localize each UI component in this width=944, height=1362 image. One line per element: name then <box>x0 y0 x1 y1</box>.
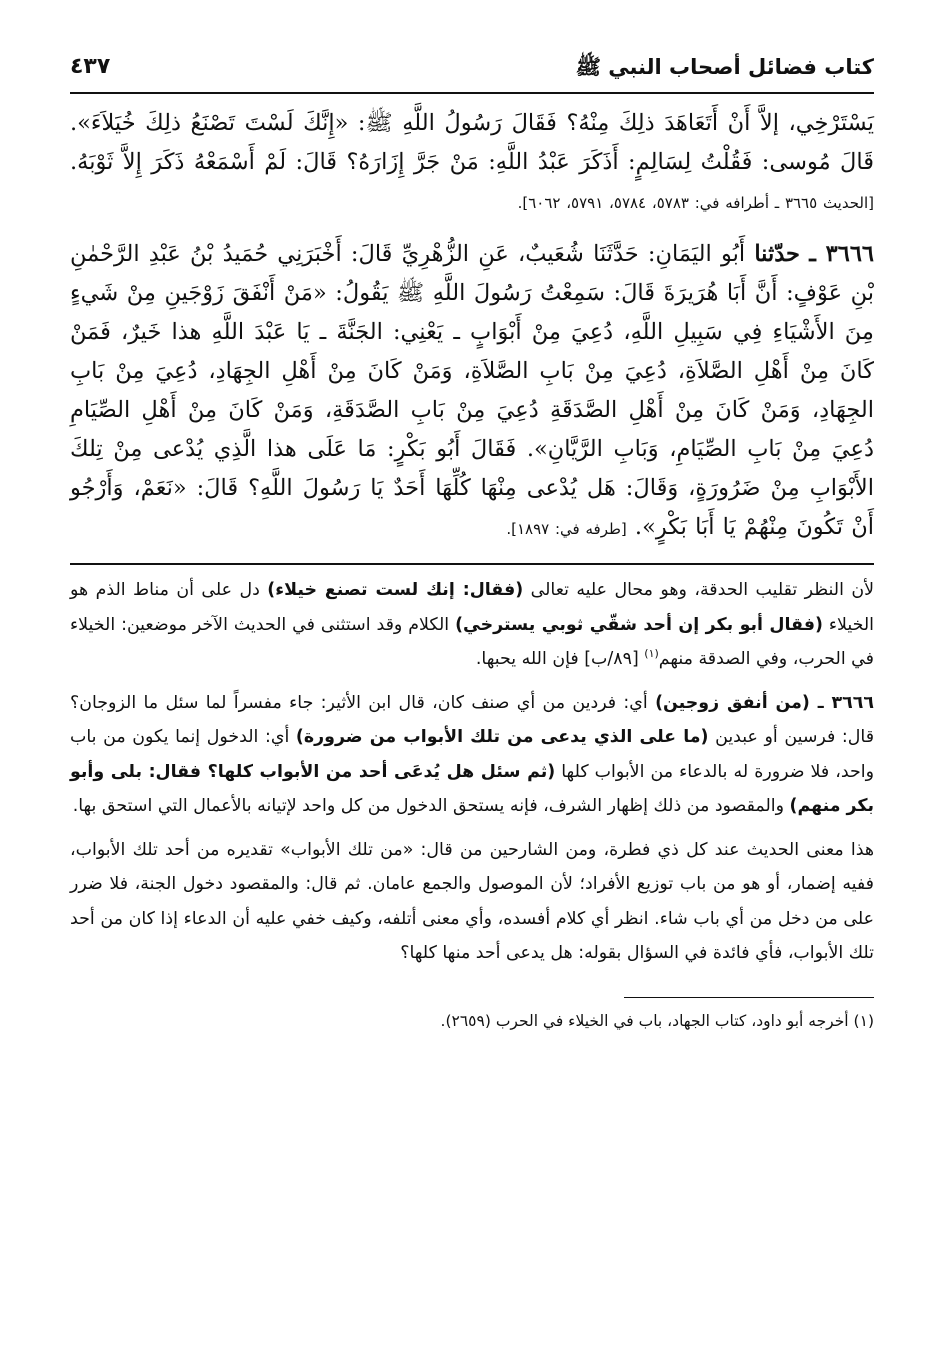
running-header <box>70 40 874 94</box>
commentary-quote: (فقال أبو بكر إن أحد شقّي ثوبي يسترخي) <box>455 614 823 635</box>
hadith-3666-number: ٣٦٦٦ ـ <box>809 241 875 267</box>
commentary-text: والمقصود من ذلك إظهار الشرف، فإنه يستحق الدخول من كل واحد لإتيانه بالأعمال التي استحق بها. <box>72 796 785 816</box>
commentary-text: الكلام وقد استثنى في الحديث الآخر موضعين: الخيلاء في الحرب، وفي الصدقة منهم <box>70 614 874 669</box>
commentary-quote: (ما على الذي يدعى من تلك الأبواب من ضرورة) <box>295 727 709 747</box>
section-divider <box>70 563 874 565</box>
commentary-quote: (ثم سئل هل يُدعَى أحد من الأبواب كلها؟ فقال: بلى وأبو بكر منهم) <box>70 761 874 816</box>
footnote-marker: (١) <box>853 1011 874 1030</box>
hadith-3666-lead: حدّثنا <box>754 241 800 267</box>
commentary-paragraph-3: هذا معنى الحديث عند كل ذي فطرة، ومن الشارحين من قال: «من تلك الأبواب» تقديره من أحد تلك الأبواب، ففيه إضمار، أو هو من باب توزيع الأفراد؛ لأن الموصول والجمع عامان. ثم قال: والمقصود دخول الجنة، فلا ضرر على من دخل من أي باب شاء. انظر أي كلام أفسده، وأي معنى أتلفه، وكيف خفي عليه أن الدعاء إذا كان من أحد تلك الأبواب، فأي فائدة في السؤال بقوله: هل يدعى أحد منها كلها؟ <box>70 839 874 963</box>
footnote-text: أخرجه أبو داود، كتاب الجهاد، باب في الخيلاء في الحرب (٢٦٥٩). <box>440 1011 849 1030</box>
footnote-1 <box>70 1008 874 1034</box>
commentary-section <box>70 573 874 971</box>
hadith-3665-text: يَسْتَرْخِي، إلاَّ أَنْ أَتَعَاهَدَ ذلِكَ مِنْهُ؟ فَقَالَ رَسُولُ اللَّهِ ﷺ: «إِنَّكَ لَسْتَ تَصْنَعُ ذلِكَ خُيَلاَءَ». قَالَ مُوسى: فَقُلْتُ لِسَالِمٍ: أَذَكَرَ عَبْدُ اللَّهِ: مَنْ جَرَّ إِزَارَهُ؟ قَالَ: لَمْ أَسْمَعْهُ ذَكَرَ إِلاَّ ثَوْبَهُ. <box>70 110 874 175</box>
commentary-paragraph-2 <box>70 686 874 824</box>
hadith-3665-continuation <box>70 104 874 223</box>
commentary-quote: (فقال: إنك لست تصنع خيلاء) <box>267 580 524 600</box>
commentary-text: دل على أن مناط الذم هو الخيلاء <box>70 580 875 635</box>
page-number: ٤٣٧ <box>70 54 111 79</box>
hadith-3666-text: أَبُو اليَمَانِ: حَدَّثَنَا شُعَيبٌ، عَنِ الزُّهْرِيِّ قَالَ: أَخْبَرَنِي حُمَيدُ بْنُ عَبْدِ الرَّحْمٰنِ بْنِ عَوْفٍ: أَنَّ أَبَا هُرَيرَةَ قَالَ: سَمِعْتُ رَسُولَ اللَّهِ ﷺ يَقُولُ: «مَنْ أَنْفَقَ زَوْجَينِ مِنْ شَيءٍ مِنَ الأَشْيَاءِ فِي سَبِيلِ اللَّهِ، دُعِيَ مِنْ أَبْوَابٍ ـ يَعْنِي: الجَنَّةَ ـ يَا عَبْدَ اللَّهِ هذا خَيرٌ، فَمَنْ كَانَ مِنْ أَهْلِ الصَّلاَةِ، دُعِيَ مِنْ بَابِ الصَّلاَةِ، وَمَنْ كَانَ مِنْ أَهْلِ الجِهَادِ، دُعِيَ مِنْ بَابِ الجِهَادِ، وَمَنْ كَانَ مِنْ أَهْلِ الصَّدَقَةِ دُعِيَ مِنْ بَابِ الصَّدَقَةِ، وَمَنْ كَانَ مِنْ أَهْلِ الصِّيَامِ دُعِيَ مِنْ بَابِ الصِّيَامِ، وَبَابِ الرَّيَّانِ». فَقَالَ أَبُو بَكْرٍ: مَا عَلَى هذا الَّذِي يُدْعى مِنْ تِلكَ الأَبْوَابِ مِنْ ضَرُورَةٍ، وَقَالَ: هَل يُدْعى مِنْهَا كُلِّهَا أَحَدٌ يَا رَسُولَ اللَّهِ؟ قَالَ: «نَعَمْ، وَأَرْجُو أَنْ تَكُونَ مِنْهُمْ يَا أَبَا بَكْرٍ». <box>70 241 874 540</box>
commentary-text: أي: فردين من أي صنف كان، قال ابن الأثير: جاء مفسراً لما سئل ما الزوجان؟ قال: فرسين أو عبدين <box>70 692 875 747</box>
commentary-text: [٨٩/ب] فإن الله يحبها. <box>475 649 639 669</box>
hadith-3666-takhrij: [طرفه في: ١٨٩٧]. <box>506 520 627 538</box>
commentary-quote: ٣٦٦٦ ـ (من أنفق زوجين) <box>655 692 875 713</box>
hadith-3665-takhrij: [الحديث ٣٦٦٥ ـ أطرافه في: ٥٧٨٣، ٥٧٨٤، ٥٧٩١، ٦٠٦٢]. <box>517 194 874 212</box>
hadith-3666 <box>70 235 874 549</box>
footnote-reference: (١) <box>644 647 659 661</box>
commentary-text: لأن النظر تقليب الحدقة، وهو محال عليه تعالى <box>530 580 875 600</box>
book-page <box>70 40 874 1330</box>
commentary-text: أي: الدخول إنما يكون من باب واحد، فلا ضرورة له بالدعاء من الأبواب كلها <box>70 727 875 782</box>
commentary-paragraph-1 <box>70 573 874 677</box>
footnote-rule <box>624 997 874 998</box>
hadith-text-section <box>70 104 874 549</box>
chapter-title: كتاب فضائل أصحاب النبي ﷺ <box>575 55 874 79</box>
